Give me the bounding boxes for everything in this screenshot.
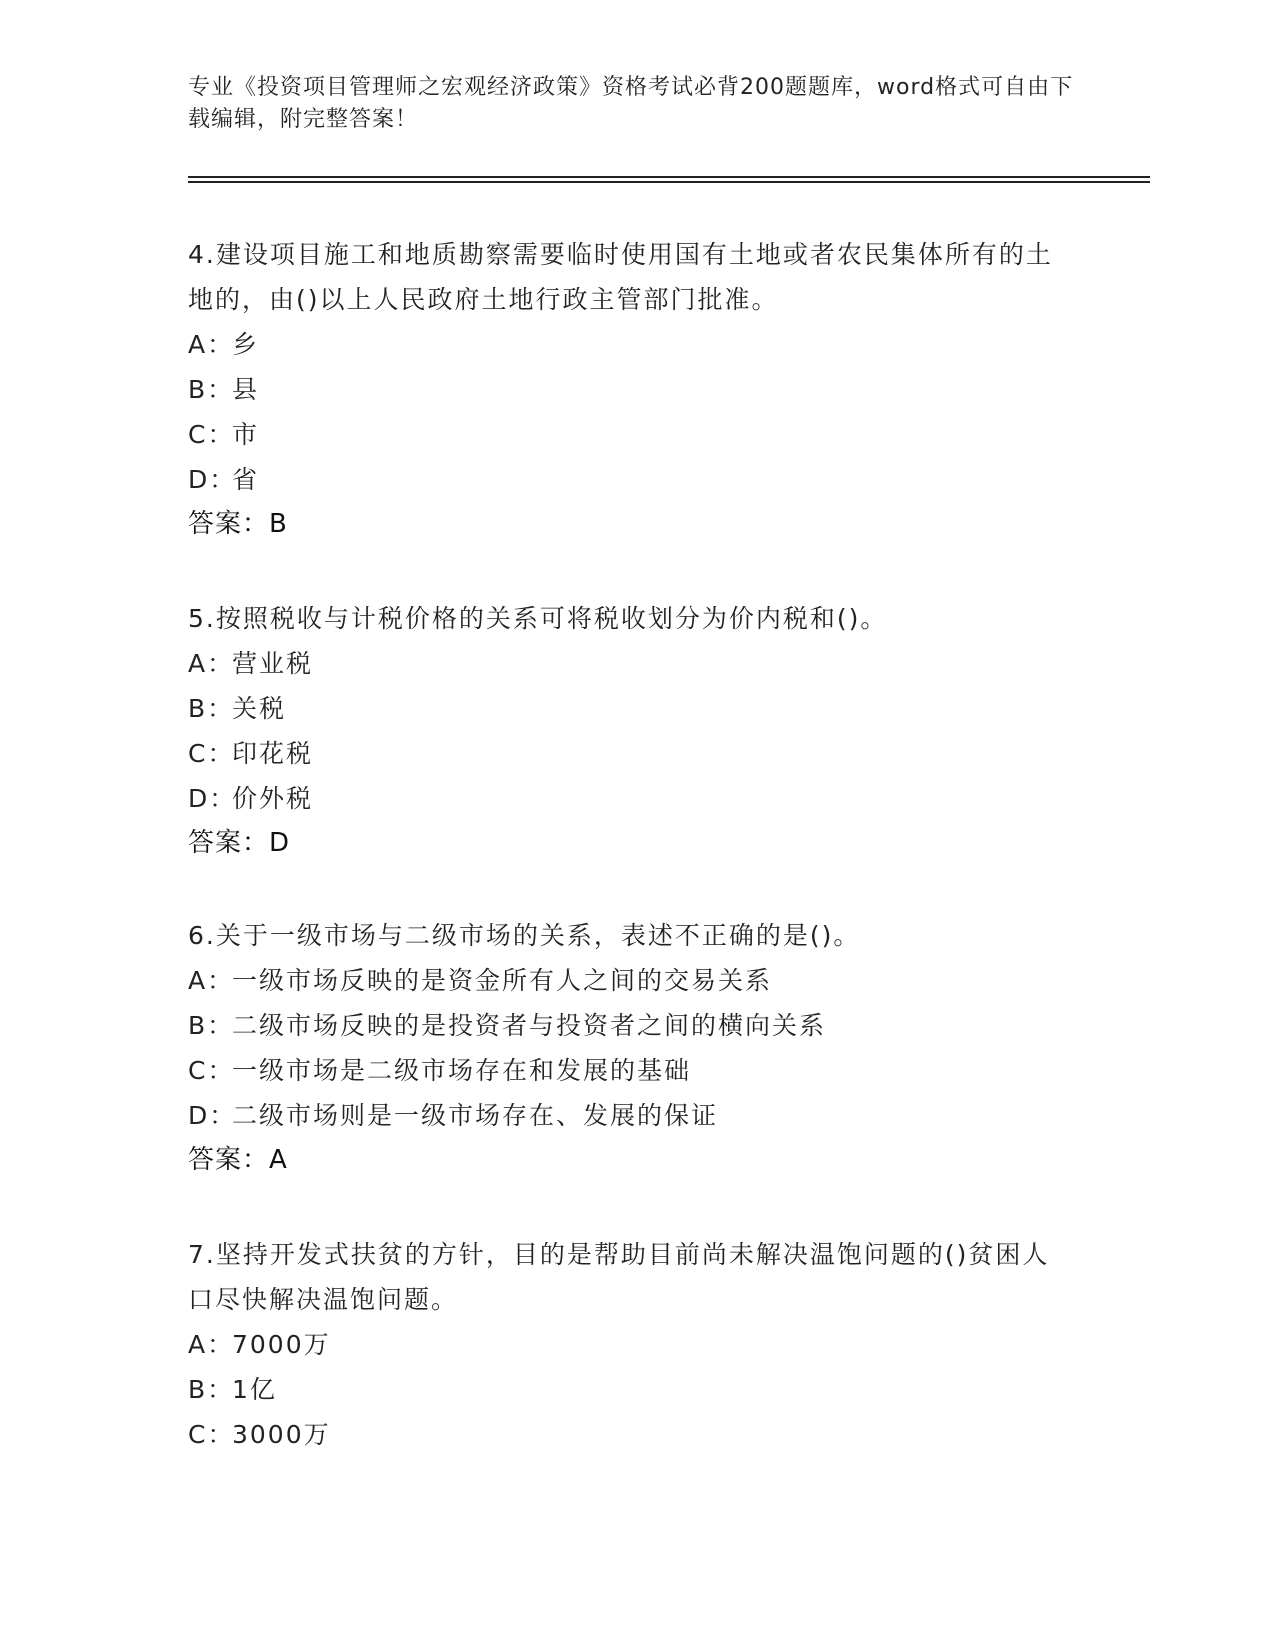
option-text: 二级市场则是一级市场存在、发展的保证 xyxy=(232,1101,719,1130)
document-header: 专业《投资项目管理师之宏观经济政策》资格考试必背200题题库，word格式可自由下载编辑，附完整答案！ xyxy=(188,75,1074,132)
option-text: 7000万 xyxy=(232,1330,331,1359)
option-text: 二级市场反映的是投资者与投资者之间的横向关系 xyxy=(232,1011,827,1040)
option-text: 营业税 xyxy=(232,649,314,678)
option-key: A： xyxy=(188,1330,235,1359)
option-text: 一级市场是二级市场存在和发展的基础 xyxy=(232,1056,692,1085)
option-text: 印花税 xyxy=(232,739,314,768)
option-text: 省 xyxy=(232,465,260,494)
option-text: 1亿 xyxy=(232,1375,277,1404)
option-key: A： xyxy=(188,649,235,678)
option-text: 县 xyxy=(232,375,260,404)
option-b xyxy=(188,1367,1068,1412)
option-key: D： xyxy=(188,465,237,494)
question-4 xyxy=(188,232,1068,547)
option-a xyxy=(188,641,1068,686)
option-key: D： xyxy=(188,1101,237,1130)
option-c xyxy=(188,412,1068,457)
question-5 xyxy=(188,596,1068,866)
option-b xyxy=(188,1003,1068,1048)
option-d xyxy=(188,776,1068,821)
option-key: C： xyxy=(188,739,235,768)
option-key: C： xyxy=(188,420,235,449)
option-key: B： xyxy=(188,1011,235,1040)
option-key: B： xyxy=(188,1375,235,1404)
option-c xyxy=(188,731,1068,776)
question-6 xyxy=(188,913,1068,1183)
option-b xyxy=(188,367,1068,412)
answer-label: 答案：D xyxy=(188,828,291,858)
question-stem: 7.坚持开发式扶贫的方针，目的是帮助目前尚未解决温饱问题的()贫困人口尽快解决温饱问题。 xyxy=(188,1240,1050,1314)
question-stem: 6.关于一级市场与二级市场的关系，表述不正确的是()。 xyxy=(188,921,861,950)
option-text: 一级市场反映的是资金所有人之间的交易关系 xyxy=(232,966,773,995)
option-c xyxy=(188,1048,1068,1093)
option-key: C： xyxy=(188,1056,235,1085)
option-a xyxy=(188,1322,1068,1367)
option-key: A： xyxy=(188,966,235,995)
option-key: B： xyxy=(188,375,235,404)
question-stem: 5.按照税收与计税价格的关系可将税收划分为价内税和()。 xyxy=(188,604,888,633)
option-text: 关税 xyxy=(232,694,287,723)
question-7 xyxy=(188,1232,1068,1457)
option-d xyxy=(188,457,1068,502)
option-c xyxy=(188,1412,1068,1457)
option-text: 乡 xyxy=(232,330,260,359)
answer-label: 答案：A xyxy=(188,1145,288,1175)
option-a xyxy=(188,322,1068,367)
option-text: 3000万 xyxy=(232,1420,331,1449)
header-divider-bottom xyxy=(188,181,1150,183)
option-key: C： xyxy=(188,1420,235,1449)
option-a xyxy=(188,958,1068,1003)
option-d xyxy=(188,1093,1068,1138)
option-key: D： xyxy=(188,784,237,813)
answer-label: 答案：B xyxy=(188,509,288,539)
option-key: A： xyxy=(188,330,235,359)
option-text: 市 xyxy=(232,420,260,449)
option-b xyxy=(188,686,1068,731)
option-key: B： xyxy=(188,694,235,723)
option-text: 价外税 xyxy=(232,784,314,813)
header-divider-top xyxy=(188,176,1150,178)
question-stem: 4.建设项目施工和地质勘察需要临时使用国有土地或者农民集体所有的土地的，由()以上人民政府土地行政主管部门批准。 xyxy=(188,240,1053,314)
